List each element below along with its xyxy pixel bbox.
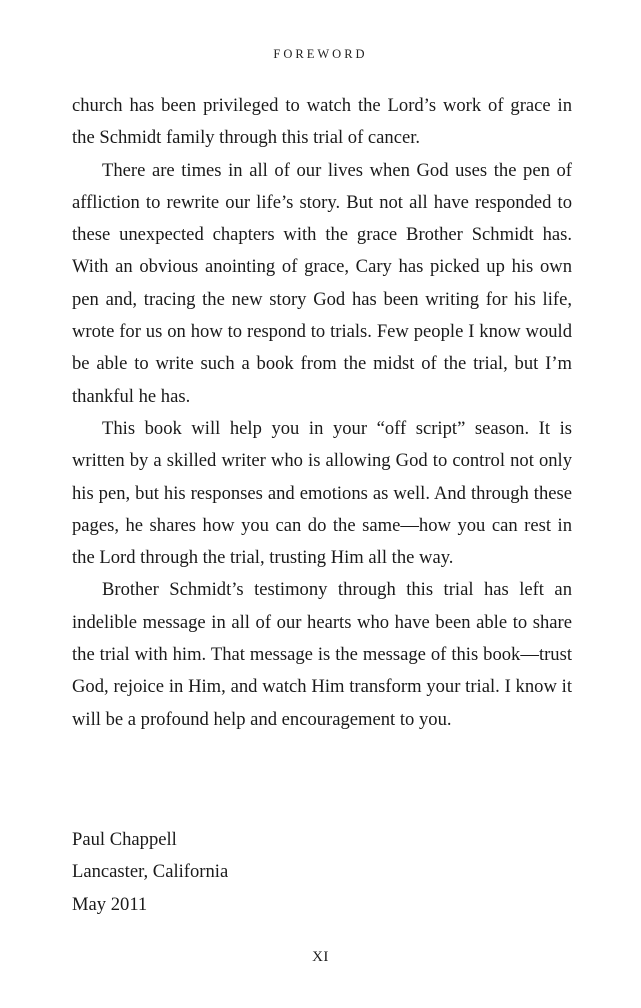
signature-block (72, 824, 228, 921)
signature-date: May 2011 (72, 893, 148, 915)
page-number: XI (312, 949, 329, 965)
author-location: Lancaster, California (72, 861, 229, 883)
paragraph-continuation: church has been privileged to watch the Lord’s work of grace in the Schmidt family through this trial of cancer. (72, 95, 572, 149)
paragraph: There are times in all of our lives when God uses the pen of affliction to rewrite our life’s story. But not all have responded to these unexpected chapters with the grace Brother Schmidt has. With an obvious anointing of grace, Cary has picked up his own pen and, tracing the new story God has been writing for his life, wrote for us on how to respond to trials. Few people I know would be able to write such a book from the midst of the trial, but I’m thankful he has. (72, 159, 572, 407)
foreword-body (72, 90, 572, 736)
author-name: Paul Chappell (72, 829, 177, 850)
paragraph: This book will help you in your “off script” season. It is written by a skilled writer who is allowing God to control not only his pen, but his responses and emotions as well. And through these pages, he shares how you can do the same—how you can rest in the Lord through the trial, trusting Him all the way. (72, 417, 572, 569)
paragraph: Brother Schmidt’s testimony through this trial has left an indelible message in all of our hearts who have been able to share the trial with him. That message is the message of this book—trust God, rejoice in Him, and watch Him transform your trial. I know it will be a profound help and encouragement to you. (72, 579, 572, 730)
running-head: FOREWORD (273, 47, 368, 61)
